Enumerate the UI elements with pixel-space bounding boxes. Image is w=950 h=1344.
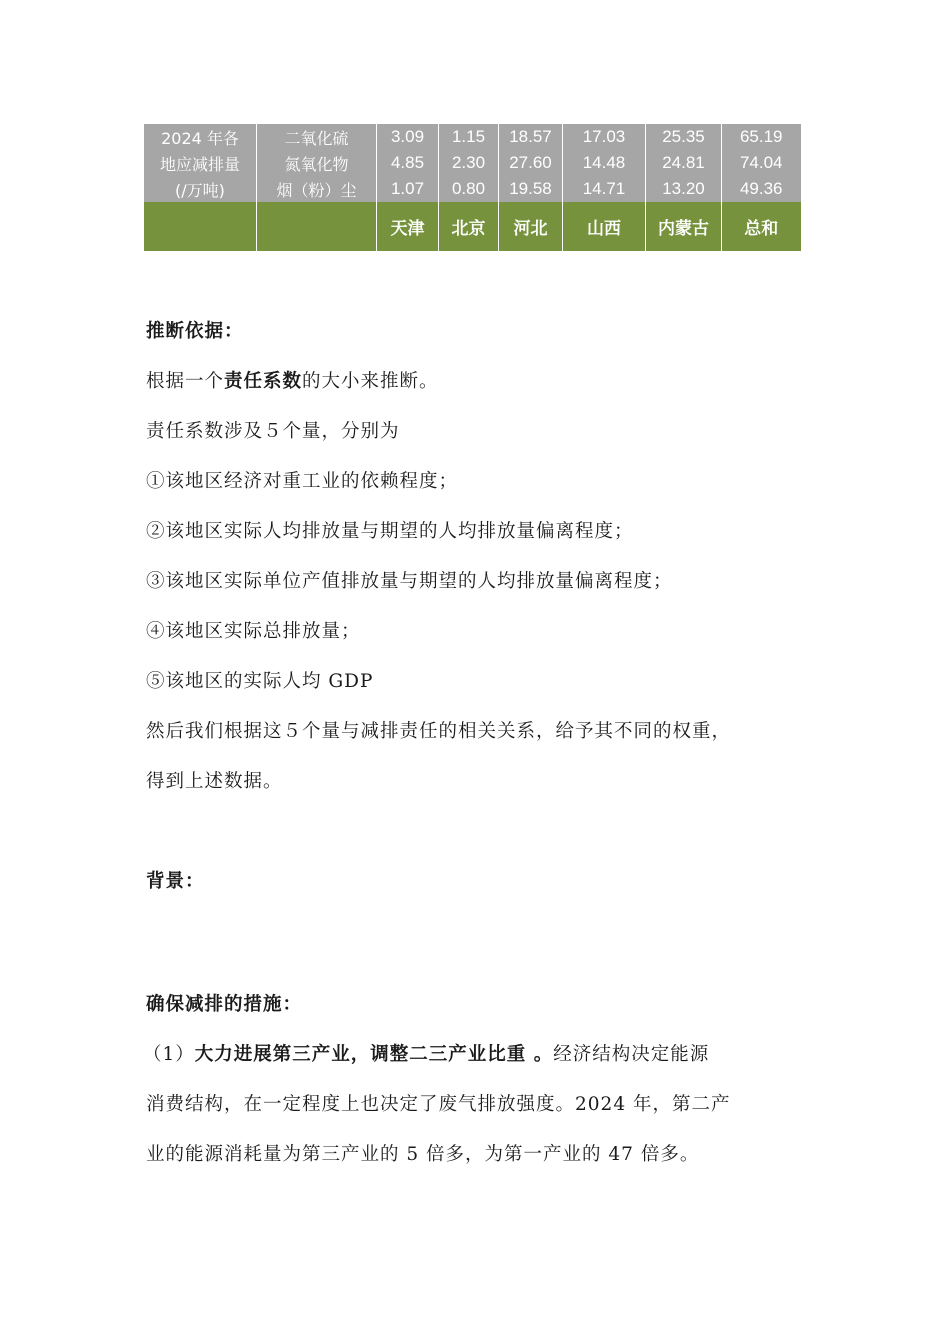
table-cell: 3.09 xyxy=(377,124,439,150)
emission-reduction-table xyxy=(143,124,801,251)
background-heading: 背景： xyxy=(146,871,205,892)
empty-header-cell xyxy=(257,202,377,251)
region-header: 总和 xyxy=(722,202,801,251)
measures-heading: 确保减排的措施： xyxy=(146,994,303,1015)
measure-line-2: 消费结构，在一定程度上也决定了废气排放强度。2024 年，第二产 xyxy=(146,1094,731,1115)
table-cell: 18.57 xyxy=(499,124,563,150)
region-header: 山西 xyxy=(563,202,646,251)
table-cell: 49.36 xyxy=(722,176,801,202)
table-cell: 0.80 xyxy=(439,176,499,202)
table-row xyxy=(144,150,801,176)
measure-item-1-text: 经济结构决定能源 xyxy=(553,1044,710,1065)
category-label-line-2: 地应减排量 xyxy=(144,150,257,176)
factor-item-3: ③该地区实际单位产值排放量与期望的人均排放量偏离程度； xyxy=(146,571,673,592)
region-header: 内蒙古 xyxy=(646,202,722,251)
table-cell: 65.19 xyxy=(722,124,801,150)
empty-header-cell xyxy=(144,202,257,251)
factor-item-2: ②该地区实际人均排放量与期望的人均排放量偏离程度； xyxy=(146,521,634,542)
measure-item-1 xyxy=(143,1040,709,1066)
table-cell: 27.60 xyxy=(499,150,563,176)
basis-line-1-post: 的大小来推断。 xyxy=(302,371,439,392)
basis-line-1-pre: 根据一个 xyxy=(146,371,225,392)
factor-item-1: ①该地区经济对重工业的依赖程度； xyxy=(146,471,459,492)
basis-line-4: 得到上述数据。 xyxy=(146,771,283,792)
table-cell: 14.71 xyxy=(563,176,646,202)
table-cell: 17.03 xyxy=(563,124,646,150)
basis-heading: 推断依据： xyxy=(146,321,244,342)
pollutant-label: 氮氧化物 xyxy=(257,150,377,176)
measure-item-1-number: （1） xyxy=(143,1044,195,1065)
region-header: 河北 xyxy=(499,202,563,251)
table-cell: 13.20 xyxy=(646,176,722,202)
region-header-row xyxy=(144,202,801,251)
table-row xyxy=(144,176,801,202)
pollutant-label: 烟（粉）尘 xyxy=(257,176,377,202)
category-label-line-3: (/万吨) xyxy=(144,176,257,202)
responsibility-coefficient-term: 责任系数 xyxy=(224,371,303,392)
factor-item-5: ⑤该地区的实际人均 GDP xyxy=(146,671,374,692)
table-cell: 19.58 xyxy=(499,176,563,202)
basis-line-1 xyxy=(146,367,439,393)
table-cell: 74.04 xyxy=(722,150,801,176)
basis-line-2: 责任系数涉及５个量，分别为 xyxy=(146,421,400,442)
factor-item-4: ④该地区实际总排放量； xyxy=(146,621,361,642)
table-cell: 2.30 xyxy=(439,150,499,176)
basis-line-3: 然后我们根据这５个量与减排责任的相关关系，给予其不同的权重， xyxy=(146,721,732,742)
emission-table-container xyxy=(143,124,800,253)
measure-item-1-title: 大力进展第三产业，调整二三产业比重 。 xyxy=(194,1044,554,1065)
table-row xyxy=(144,124,801,150)
table-cell: 14.48 xyxy=(563,150,646,176)
pollutant-label: 二氧化硫 xyxy=(257,124,377,150)
table-cell: 25.35 xyxy=(646,124,722,150)
table-cell: 4.85 xyxy=(377,150,439,176)
table-cell: 1.15 xyxy=(439,124,499,150)
region-header: 北京 xyxy=(439,202,499,251)
table-cell: 1.07 xyxy=(377,176,439,202)
category-label-line-1: 2024 年各 xyxy=(144,124,257,150)
table-cell: 24.81 xyxy=(646,150,722,176)
region-header: 天津 xyxy=(377,202,439,251)
measure-line-3: 业的能源消耗量为第三产业的 5 倍多，为第一产业的 47 倍多。 xyxy=(146,1144,700,1165)
